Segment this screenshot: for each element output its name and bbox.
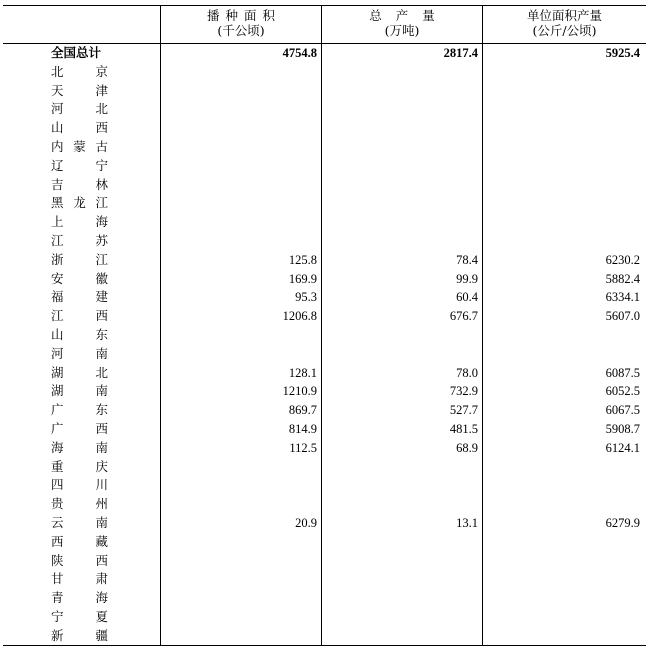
region-name: 江 西: [51, 308, 108, 324]
yield-value: 6230.2: [605, 252, 640, 267]
table-row: [3, 495, 646, 514]
table-row: [3, 345, 646, 364]
table-row: [3, 533, 646, 552]
header-sown-area-unit: (千公顷): [217, 23, 265, 38]
table-row: [3, 364, 646, 383]
total-output-value: 676.7: [449, 309, 478, 324]
region-name: 新 疆: [51, 627, 108, 643]
region-name: 浙 江: [51, 251, 108, 267]
table-row: [3, 157, 646, 176]
region-name: 天 津: [51, 82, 108, 98]
table-row: [3, 476, 646, 495]
sown-area-value: 814.9: [288, 421, 317, 436]
region-name: 海 南: [51, 439, 108, 455]
table-row-total: [3, 44, 646, 63]
total-output-value: 78.4: [456, 252, 478, 267]
region-name: 江 苏: [51, 232, 108, 248]
header-yield-per-area: [483, 8, 646, 42]
region-name: 辽 宁: [51, 157, 108, 173]
table-row: [3, 251, 646, 270]
total-output-value: 99.9: [456, 271, 478, 286]
region-name: 河 南: [51, 345, 108, 361]
table-row: [3, 288, 646, 307]
sown-area-value: 1210.9: [282, 384, 317, 399]
region-name: 内 蒙 古: [51, 138, 108, 154]
table-row: [3, 420, 646, 439]
sown-area-value: 95.3: [295, 290, 317, 305]
region-name: 湖 南: [51, 383, 108, 399]
sown-area-value: 1206.8: [282, 309, 317, 324]
table-row: [3, 382, 646, 401]
sown-area-value: 4754.8: [282, 46, 317, 60]
total-output-value: 527.7: [449, 403, 478, 418]
total-output-value: 60.4: [456, 290, 478, 305]
header-total-output-title: 总产量: [369, 8, 449, 23]
table-row: [3, 570, 646, 589]
region-name: 北 京: [51, 63, 108, 79]
header-total-output: [322, 8, 482, 42]
table-row: [3, 627, 646, 646]
region-name: 安 徽: [51, 270, 108, 286]
table-row: [3, 194, 646, 213]
region-name: 湖 北: [51, 364, 108, 380]
yield-value: 6087.5: [605, 365, 640, 380]
region-name: 河 北: [51, 101, 108, 117]
region-name: 甘 肃: [51, 571, 108, 587]
region-name: 重 庆: [51, 458, 108, 474]
region-name: 宁 夏: [51, 608, 108, 624]
region-name: 四 川: [51, 477, 108, 493]
region-name: 西 藏: [51, 533, 108, 549]
region-name: 全国总计: [51, 45, 102, 60]
table-row: [3, 458, 646, 477]
table-row: [3, 270, 646, 289]
table-row: [3, 326, 646, 345]
table-row: [3, 608, 646, 627]
table-body: [3, 44, 646, 646]
sown-area-value: 125.8: [288, 252, 317, 267]
total-output-value: 481.5: [449, 421, 478, 436]
total-output-value: 732.9: [449, 384, 478, 399]
header-yield-per-area-unit: (公斤/公顷): [532, 23, 597, 38]
total-output-value: 68.9: [456, 440, 478, 455]
table-row: [3, 213, 646, 232]
region-name: 广 东: [51, 402, 108, 418]
yield-value: 6124.1: [605, 440, 640, 455]
region-name: 山 东: [51, 326, 108, 342]
region-name: 贵 州: [51, 496, 108, 512]
yield-value: 6334.1: [605, 290, 640, 305]
region-name: 黑 龙 江: [51, 195, 108, 211]
region-name: 山 西: [51, 120, 108, 136]
header-yield-per-area-title: 单位面积产量: [526, 8, 602, 23]
table-row: [3, 119, 646, 138]
header-sown-area-title: 播种面积: [206, 8, 281, 23]
table-row: [3, 138, 646, 157]
region-name: 陕 西: [51, 552, 108, 568]
yield-value: 5882.4: [605, 271, 640, 286]
yield-value: 6067.5: [605, 403, 640, 418]
table-row: [3, 176, 646, 195]
table-row: [3, 82, 646, 101]
region-name: 福 建: [51, 289, 108, 305]
region-name: 云 南: [51, 514, 108, 530]
yield-value: 5908.7: [605, 421, 640, 436]
table-row: [3, 401, 646, 420]
total-output-value: 2817.4: [443, 46, 478, 60]
table-header: [3, 5, 646, 43]
total-output-value: 13.1: [456, 515, 478, 530]
yield-value: 6279.9: [605, 515, 640, 530]
yield-value: 6052.5: [605, 384, 640, 399]
sown-area-value: 112.5: [289, 440, 317, 455]
region-name: 青 海: [51, 590, 108, 606]
table-row: [3, 63, 646, 82]
header-total-output-unit: (万吨): [384, 23, 420, 38]
table-row: [3, 514, 646, 533]
yield-value: 5607.0: [605, 309, 640, 324]
yield-value: 5925.4: [605, 46, 640, 60]
table-row: [3, 552, 646, 571]
sown-area-value: 128.1: [288, 365, 317, 380]
region-name: 吉 林: [51, 176, 108, 192]
table-row: [3, 100, 646, 119]
table-row: [3, 307, 646, 326]
statistics-table: [3, 5, 646, 646]
region-name: 广 西: [51, 420, 108, 436]
region-name: 上 海: [51, 214, 108, 230]
sown-area-value: 20.9: [295, 515, 317, 530]
sown-area-value: 169.9: [288, 271, 317, 286]
table-row: [3, 589, 646, 608]
header-sown-area: [161, 8, 321, 42]
table-row: [3, 439, 646, 458]
sown-area-value: 869.7: [288, 403, 317, 418]
total-output-value: 78.0: [456, 365, 478, 380]
table-row: [3, 232, 646, 251]
